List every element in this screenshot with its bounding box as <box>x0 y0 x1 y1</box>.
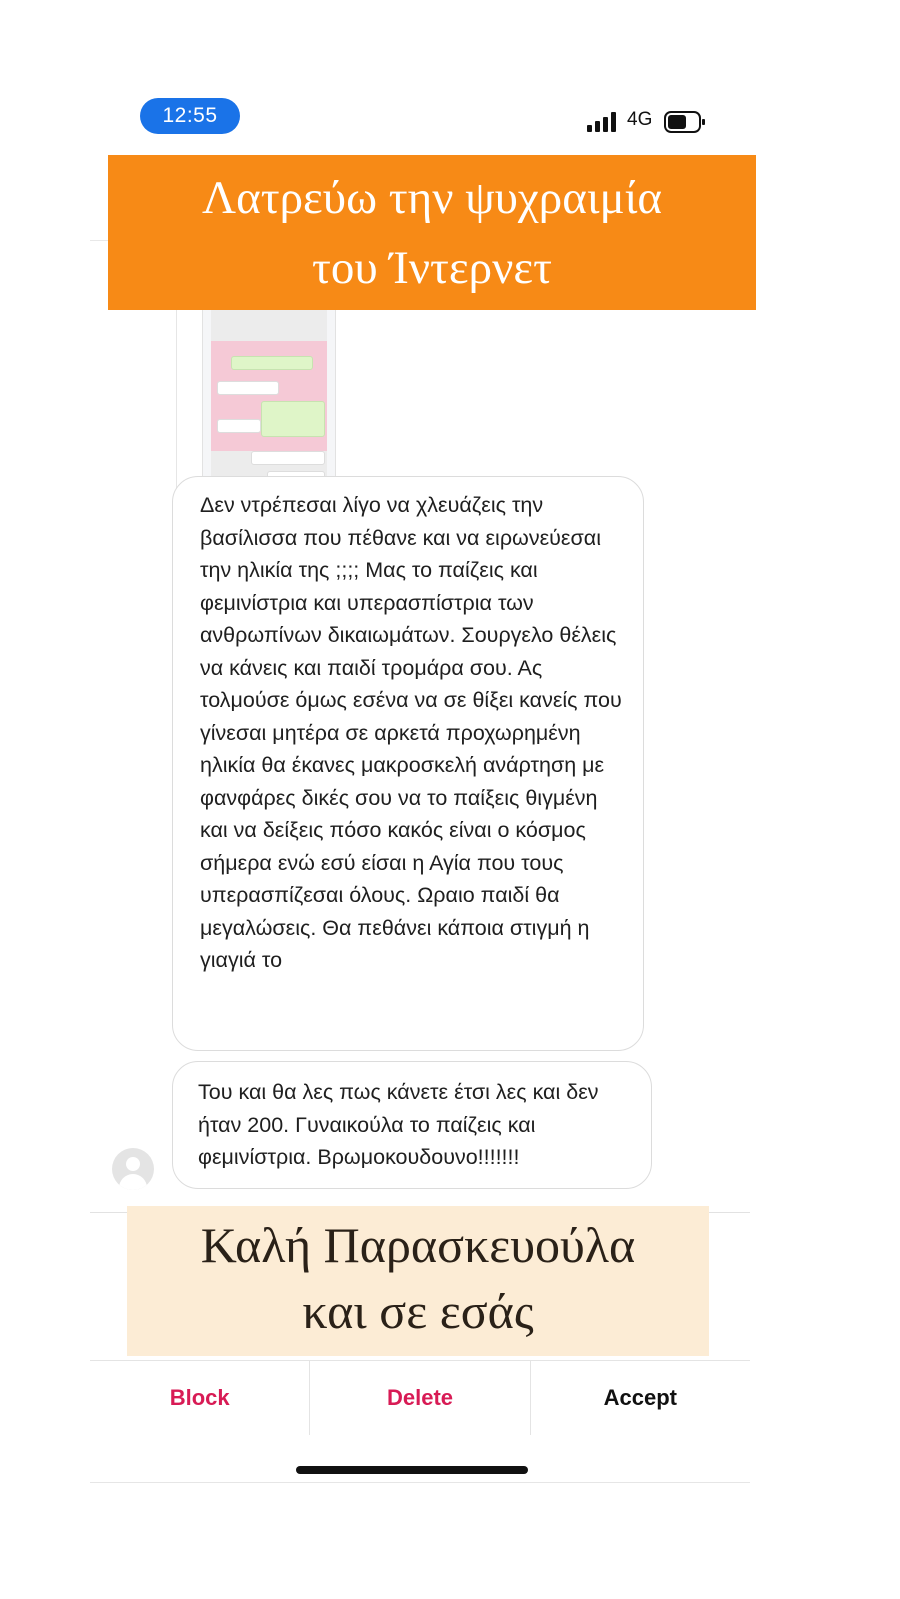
avatar-body-icon <box>119 1174 147 1190</box>
top-caption-line-1: Λατρεύω την ψυχραιμία <box>202 172 662 224</box>
battery-icon <box>664 111 706 133</box>
thumbnail-bubble <box>251 451 325 465</box>
request-actions <box>90 1360 750 1435</box>
block-button[interactable]: Block <box>90 1361 310 1435</box>
status-bar <box>90 90 750 150</box>
bottom-caption-banner <box>127 1206 709 1356</box>
status-time[interactable]: 12:55 <box>140 98 240 134</box>
thumbnail-bubble <box>217 381 279 395</box>
bottom-caption-line-2: και σε εσάς <box>302 1283 534 1339</box>
bottom-caption-line-1: Καλή Παρασκευούλα <box>200 1217 636 1273</box>
thumbnail-bubble <box>217 419 261 433</box>
phone-screen <box>90 90 750 1510</box>
delete-button[interactable]: Delete <box>310 1361 530 1435</box>
top-caption-line-2: του Ίντερνετ <box>312 242 552 294</box>
sender-avatar[interactable] <box>112 1148 154 1190</box>
accept-button[interactable]: Accept <box>603 1385 677 1410</box>
signal-icon <box>587 112 619 132</box>
bottom-divider <box>90 1482 750 1483</box>
network-type-label: 4G <box>627 109 653 130</box>
home-indicator[interactable] <box>296 1466 528 1474</box>
message-text: Δεν ντρέπεσαι λίγο να χλευάζεις την βασίλισσα που πέθανε και να ειρωνεύεσαι την ηλικία της ;;;; Μας το παίζεις και φεμινίστρια και υπερασπίστρια των ανθρωπίνων δικαιωμάτων. Σουργελο θέλεις να κάνεις και παιδί τρομάρα σου. Ας τολμούσε όμως εσένα να σε θίξει κανείς που γίνεσαι μητέρα σε αρκετά προχωρημένη ηλικία θα έκανες μακροσκελή ανάρτηση με φανφάρες δικές σου να το παίξεις θιγμένη και να δείξεις πόσο κακός είναι ο κόσμος σήμερα ενώ εσύ είσαι η Αγία που τους υπερασπίζεσαι όλους. Ωραιο παιδί θα μεγαλώσεις. Θα πεθάνει κάποια στιγμή η γιαγιά το <box>200 493 622 972</box>
message-bubble[interactable] <box>172 476 644 1051</box>
message-bubble[interactable] <box>172 1061 652 1189</box>
top-caption-banner <box>108 155 756 310</box>
thumbnail-bubble <box>261 401 325 437</box>
avatar-head-icon <box>126 1157 140 1171</box>
thumbnail-bubble <box>231 356 313 370</box>
message-text: Του και θα λες πως κάνετε έτσι λες και δεν ήταν 200. Γυναικούλα το παίζεις και φεμινίστρια. Βρωμοκουδουνο!!!!!!! <box>198 1080 599 1169</box>
